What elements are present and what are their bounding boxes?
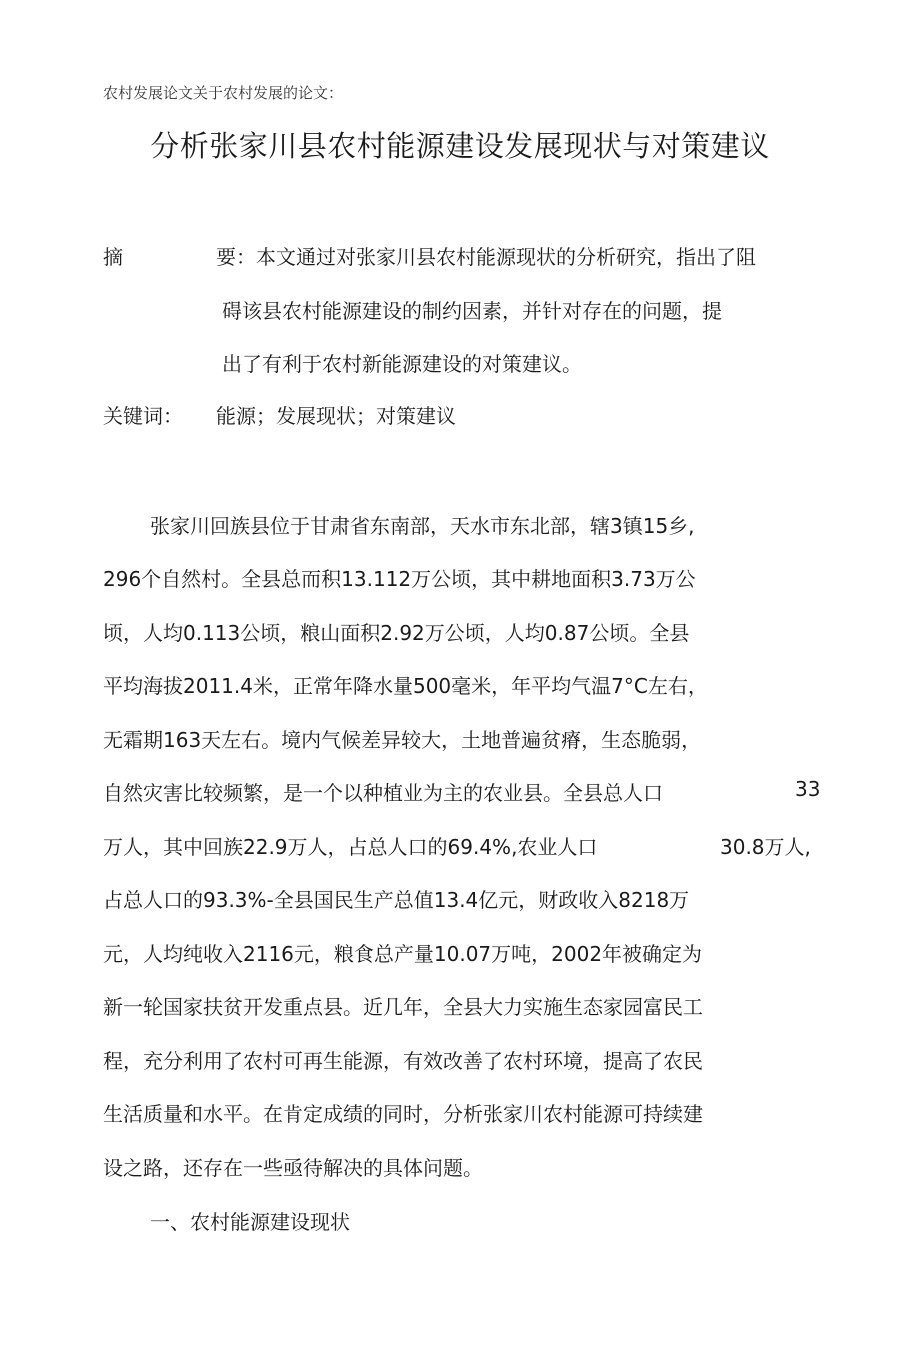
body-line-5: 无霜期163天左右。境内气候差异较大，土地普遍贫瘠，生态脆弱， bbox=[103, 728, 702, 752]
body-line-7: 万人，其中回族22.9万人，占总人口的69.4%,农业人口 bbox=[103, 835, 598, 859]
abstract-line-2: 碍该县农村能源建设的制约因素，并针对存在的问题，提 bbox=[222, 299, 722, 323]
body-line-10: 新一轮国家扶贫开发重点县。近几年，全县大力实施生态家园富民工 bbox=[103, 995, 703, 1019]
body-line-8: 占总人口的93.3%-全县国民生产总值13.4亿元，财政收入8218万 bbox=[103, 888, 690, 912]
abstract-line-1: 要：本文通过对张家川县农村能源现状的分析研究，指出了阻 bbox=[216, 245, 756, 269]
body-line-7-tail: 30.8万人, bbox=[720, 835, 811, 859]
section-heading: 一、农村能源建设现状 bbox=[150, 1210, 350, 1234]
body-line-6: 自然灾害比较频繁，是一个以种植业为主的农业县。全县总人口 bbox=[103, 781, 663, 805]
body-line-2: 296个自然村。全县总而积13.112万公顷，其中耕地面积3.73万公 bbox=[103, 567, 696, 591]
document-header: 农村发展论文关于农村发展的论文： bbox=[103, 84, 344, 102]
body-line-6-number: 33 bbox=[795, 777, 821, 801]
body-line-3: 顷，人均0.113公顷，粮山面积2.92万公顷，人均0.87公顷。全县 bbox=[103, 621, 690, 645]
body-line-11: 程，充分利用了农村可再生能源，有效改善了农村环境，提高了农民 bbox=[103, 1049, 703, 1073]
body-line-13: 设之路，还存在一些亟待解决的具体问题。 bbox=[103, 1156, 483, 1180]
keywords-text: 能源；发展现状；对策建议 bbox=[216, 404, 456, 428]
body-line-4: 平均海拔2011.4米，正常年降水量500毫米，年平均气温7°C左右， bbox=[103, 674, 708, 698]
body-line-9: 元，人均纯收入2116元，粮食总产量10.07万吨，2002年被确定为 bbox=[103, 942, 703, 966]
body-line-12: 生活质量和水平。在肯定成绩的同时，分析张家川农村能源可持续建 bbox=[103, 1102, 703, 1126]
body-line-1: 张家川回族县位于甘肃省东南部，天水市东北部，辖3镇15乡, bbox=[150, 514, 695, 538]
document-title: 分析张家川县农村能源建设发展现状与对策建议 bbox=[150, 129, 770, 163]
abstract-label: 摘 bbox=[103, 245, 123, 269]
abstract-line-3: 出了有利于农村新能源建设的对策建议。 bbox=[222, 352, 582, 376]
keywords-label: 关键词： bbox=[103, 404, 183, 428]
